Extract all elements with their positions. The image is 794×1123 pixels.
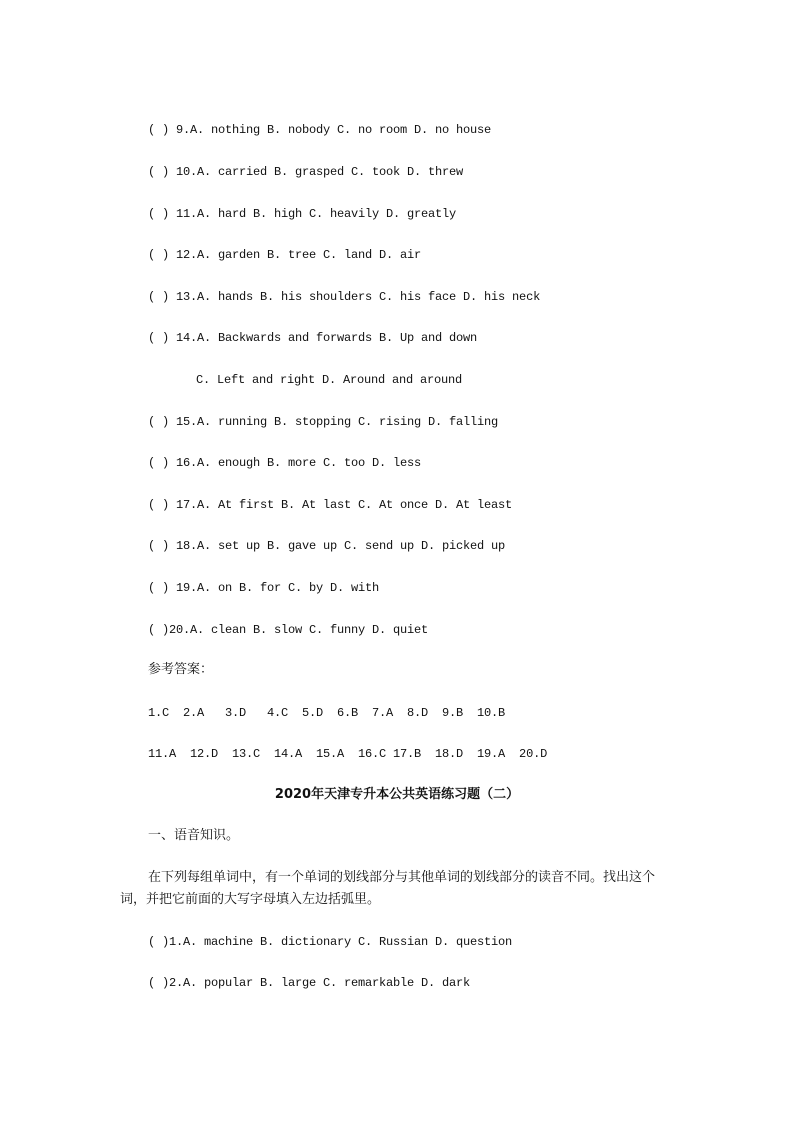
question-9: ( ) 9.A. nothing B. nobody C. no room D. no house xyxy=(148,123,492,137)
question-13: ( ) 13.A. hands B. his shoulders C. his face D. his neck xyxy=(148,290,541,304)
question-18: ( ) 18.A. set up B. gave up C. send up D. picked up xyxy=(148,539,506,553)
question-19: ( ) 19.A. on B. for C. by D. with xyxy=(148,581,380,595)
question-16: ( ) 16.A. enough B. more C. too D. less xyxy=(148,456,422,470)
question-20: ( )20.A. clean B. slow C. funny D. quiet xyxy=(148,623,429,637)
answers-heading: 参考答案： xyxy=(148,662,214,677)
question-15: ( ) 15.A. running B. stopping C. rising D. falling xyxy=(148,415,499,429)
question-10: ( ) 10.A. carried B. grasped C. took D. threw xyxy=(148,165,464,179)
question-14-continued: C. Left and right D. Around and around xyxy=(196,373,463,387)
instruction-paragraph: 在下列每组单词中，有一个单词的划线部分与其他单词的划线部分的读音不同。找出这个词，并把它前面的大写字母填入左边括弧里。 xyxy=(120,870,656,907)
section-heading: 一、语音知识。 xyxy=(148,828,240,843)
phonetics-question-1: ( )1.A. machine B. dictionary C. Russian D. question xyxy=(148,935,513,949)
answers-row-1: 1.C 2.A 3.D 4.C 5.D 6.B 7.A 8.D 9.B 10.B xyxy=(148,706,506,720)
question-12: ( ) 12.A. garden B. tree C. land D. air xyxy=(148,248,422,262)
answers-row-2: 11.A 12.D 13.C 14.A 15.A 16.C 17.B 18.D 19.A 20.D xyxy=(148,747,548,761)
question-11: ( ) 11.A. hard B. high C. heavily D. greatly xyxy=(148,207,457,221)
phonetics-question-2: ( )2.A. popular B. large C. remarkable D. dark xyxy=(148,976,471,990)
question-17: ( ) 17.A. At first B. At last C. At once D. At least xyxy=(148,498,513,512)
question-14: ( ) 14.A. Backwards and forwards B. Up and down xyxy=(148,331,478,345)
section-title: 2020年天津专升本公共英语练习题（二） xyxy=(274,787,520,802)
